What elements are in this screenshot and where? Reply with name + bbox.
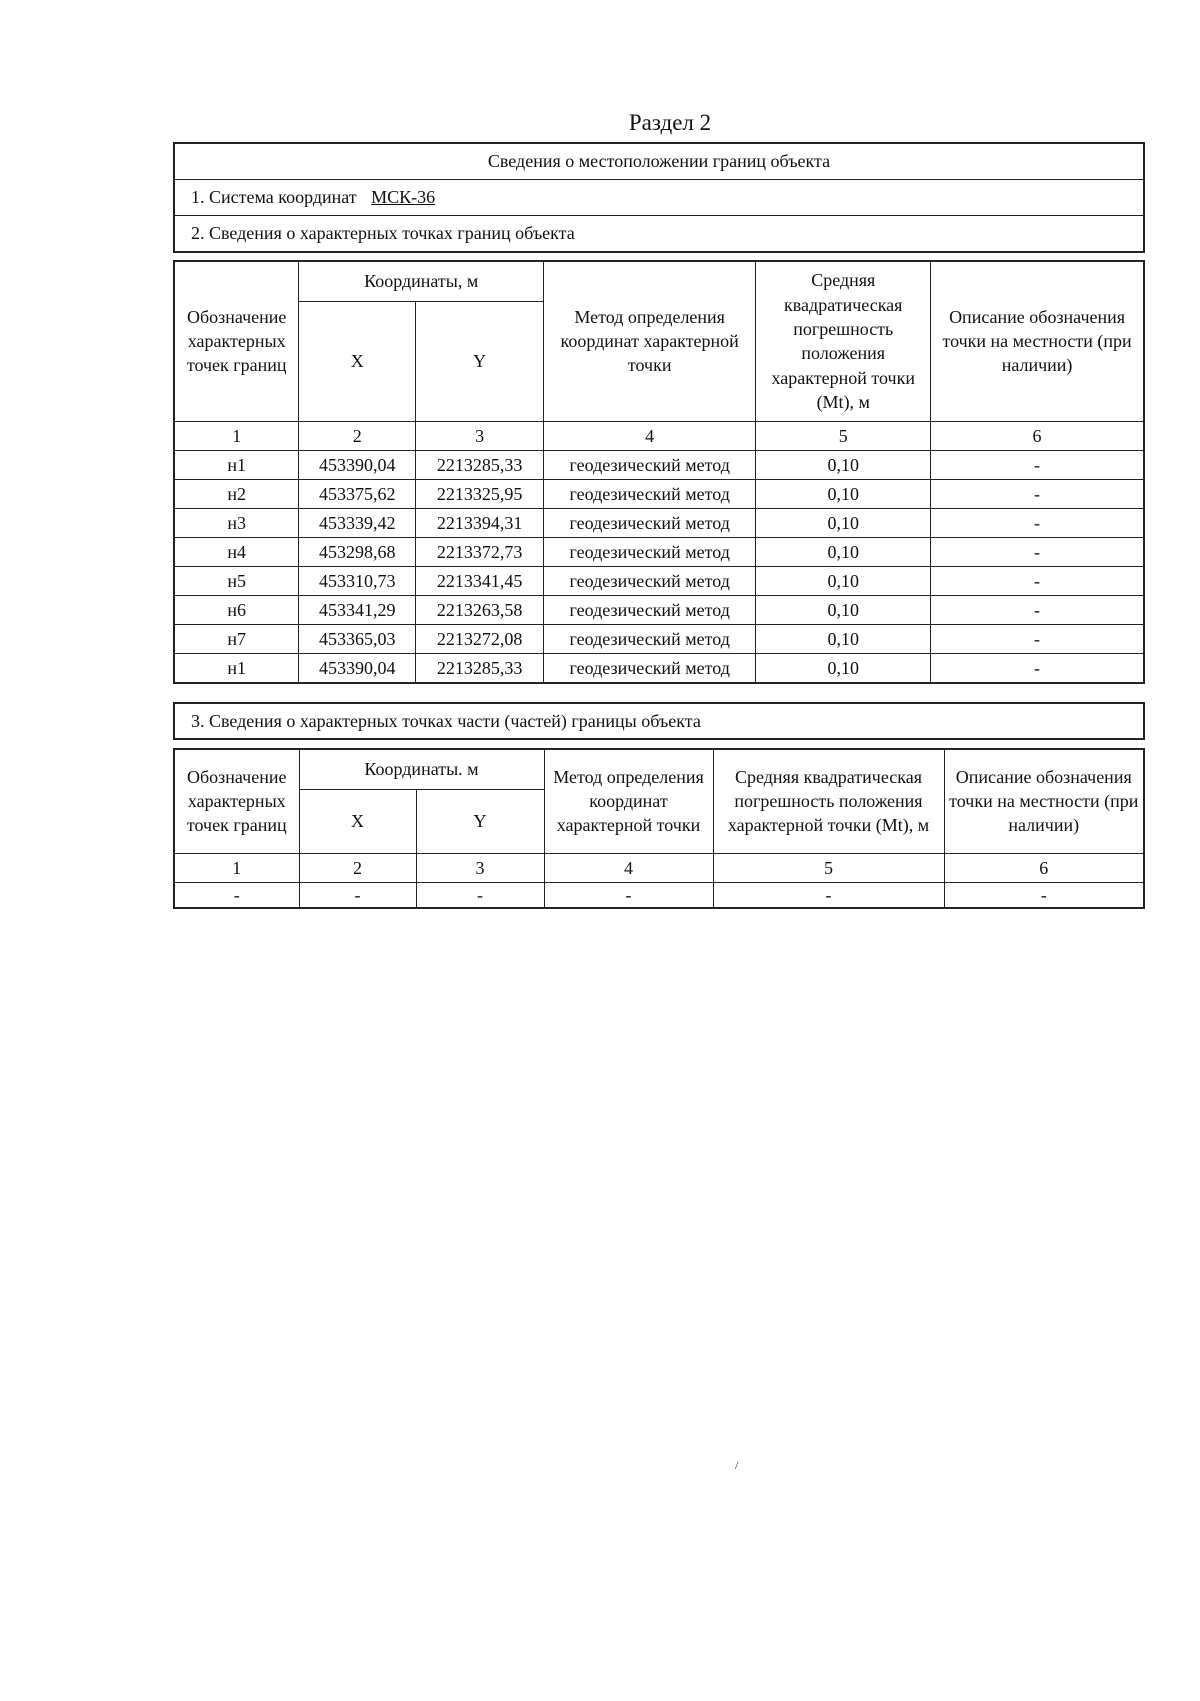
point-method: геодезический метод xyxy=(543,595,755,624)
table-row xyxy=(174,566,1144,595)
point-y: 2213325,95 xyxy=(416,479,544,508)
point-id: н7 xyxy=(174,624,299,653)
point-y: 2213263,58 xyxy=(416,595,544,624)
point-mt: 0,10 xyxy=(756,566,931,595)
point-mt: 0,10 xyxy=(756,508,931,537)
coord-system-value: МСК-36 xyxy=(371,187,436,207)
header-description: Описание обозначения точки на местности (при наличии) xyxy=(931,261,1144,421)
point-x: - xyxy=(299,882,416,908)
header-description: Описание обозначения точки на местности (при наличии) xyxy=(944,749,1144,853)
section-title: Раздел 2 xyxy=(628,110,712,135)
table-row xyxy=(174,624,1144,653)
header-y: Y xyxy=(416,301,544,421)
point-y: 2213272,08 xyxy=(416,624,544,653)
table-row xyxy=(174,653,1144,683)
col-number: 2 xyxy=(299,421,416,450)
point-mt: 0,10 xyxy=(756,595,931,624)
point-x: 453310,73 xyxy=(299,566,416,595)
header-error: Средняя квадратическая погрешность положения характерной точки (Mt), м xyxy=(713,749,944,853)
point-desc: - xyxy=(931,508,1144,537)
point-x: 453339,42 xyxy=(299,508,416,537)
col-number: 1 xyxy=(174,421,299,450)
point-y: 2213394,31 xyxy=(416,508,544,537)
point-id: н2 xyxy=(174,479,299,508)
point-method: геодезический метод xyxy=(543,508,755,537)
table-row xyxy=(174,479,1144,508)
header-designation: Обозначение характерных точек границ xyxy=(174,261,299,421)
col-number: 4 xyxy=(543,421,755,450)
point-desc: - xyxy=(944,882,1144,908)
header-coords: Координаты, м xyxy=(299,261,544,301)
boundary-points-table xyxy=(173,260,1145,684)
part-heading-box xyxy=(173,702,1145,740)
point-y: 2213372,73 xyxy=(416,537,544,566)
point-mt: 0,10 xyxy=(756,624,931,653)
header-error: Средняя квадратическая погрешность положения характерной точки (Mt), м xyxy=(756,261,931,421)
point-desc: - xyxy=(931,624,1144,653)
point-method: геодезический метод xyxy=(543,450,755,479)
header-title: Сведения о местоположении границ объекта xyxy=(175,144,1143,180)
header-x: X xyxy=(299,301,416,421)
header-x: X xyxy=(299,789,416,853)
column-number-row xyxy=(174,853,1144,882)
stray-mark: / xyxy=(735,1458,739,1472)
coord-system-row xyxy=(175,180,1143,216)
point-mt: 0,10 xyxy=(756,537,931,566)
point-mt: - xyxy=(713,882,944,908)
point-mt: 0,10 xyxy=(756,653,931,683)
col-number: 3 xyxy=(416,853,544,882)
points-heading: 2. Сведения о характерных точках границ объекта xyxy=(191,223,575,243)
point-method: - xyxy=(544,882,713,908)
col-number: 6 xyxy=(931,421,1144,450)
col-number: 4 xyxy=(544,853,713,882)
header-method: Метод определения координат характерной точки xyxy=(544,749,713,853)
point-y: 2213341,45 xyxy=(416,566,544,595)
point-method: геодезический метод xyxy=(543,624,755,653)
point-method: геодезический метод xyxy=(543,566,755,595)
point-desc: - xyxy=(931,450,1144,479)
point-mt: 0,10 xyxy=(756,450,931,479)
point-desc: - xyxy=(931,479,1144,508)
point-mt: 0,10 xyxy=(756,479,931,508)
header-box xyxy=(173,142,1145,253)
point-y: 2213285,33 xyxy=(416,653,544,683)
point-id: н4 xyxy=(174,537,299,566)
point-method: геодезический метод xyxy=(543,479,755,508)
coord-system-label: 1. Система координат xyxy=(191,187,357,207)
point-x: 453375,62 xyxy=(299,479,416,508)
point-y: - xyxy=(416,882,544,908)
table-row xyxy=(174,882,1144,908)
point-id: н6 xyxy=(174,595,299,624)
part-points-table xyxy=(173,748,1145,909)
table-row xyxy=(174,595,1144,624)
column-number-row xyxy=(174,421,1144,450)
point-x: 453341,29 xyxy=(299,595,416,624)
header-designation: Обозначение характерных точек границ xyxy=(174,749,299,853)
point-desc: - xyxy=(931,537,1144,566)
header-y: Y xyxy=(416,789,544,853)
point-id: н3 xyxy=(174,508,299,537)
point-desc: - xyxy=(931,595,1144,624)
header-coords: Координаты. м xyxy=(299,749,544,789)
col-number: 2 xyxy=(299,853,416,882)
point-x: 453390,04 xyxy=(299,653,416,683)
point-method: геодезический метод xyxy=(543,653,755,683)
header-method: Метод определения координат характерной точки xyxy=(543,261,755,421)
point-id: н1 xyxy=(174,653,299,683)
col-number: 1 xyxy=(174,853,299,882)
col-number: 6 xyxy=(944,853,1144,882)
point-desc: - xyxy=(931,566,1144,595)
point-id: н1 xyxy=(174,450,299,479)
table-row xyxy=(174,508,1144,537)
part-heading: 3. Сведения о характерных точках части (частей) границы объекта xyxy=(191,711,701,731)
point-x: 453298,68 xyxy=(299,537,416,566)
point-method: геодезический метод xyxy=(543,537,755,566)
col-number: 5 xyxy=(756,421,931,450)
col-number: 3 xyxy=(416,421,544,450)
point-id: н5 xyxy=(174,566,299,595)
table-row xyxy=(174,537,1144,566)
col-number: 5 xyxy=(713,853,944,882)
point-desc: - xyxy=(931,653,1144,683)
point-x: 453365,03 xyxy=(299,624,416,653)
point-x: 453390,04 xyxy=(299,450,416,479)
point-id: - xyxy=(174,882,299,908)
table-row xyxy=(174,450,1144,479)
point-y: 2213285,33 xyxy=(416,450,544,479)
